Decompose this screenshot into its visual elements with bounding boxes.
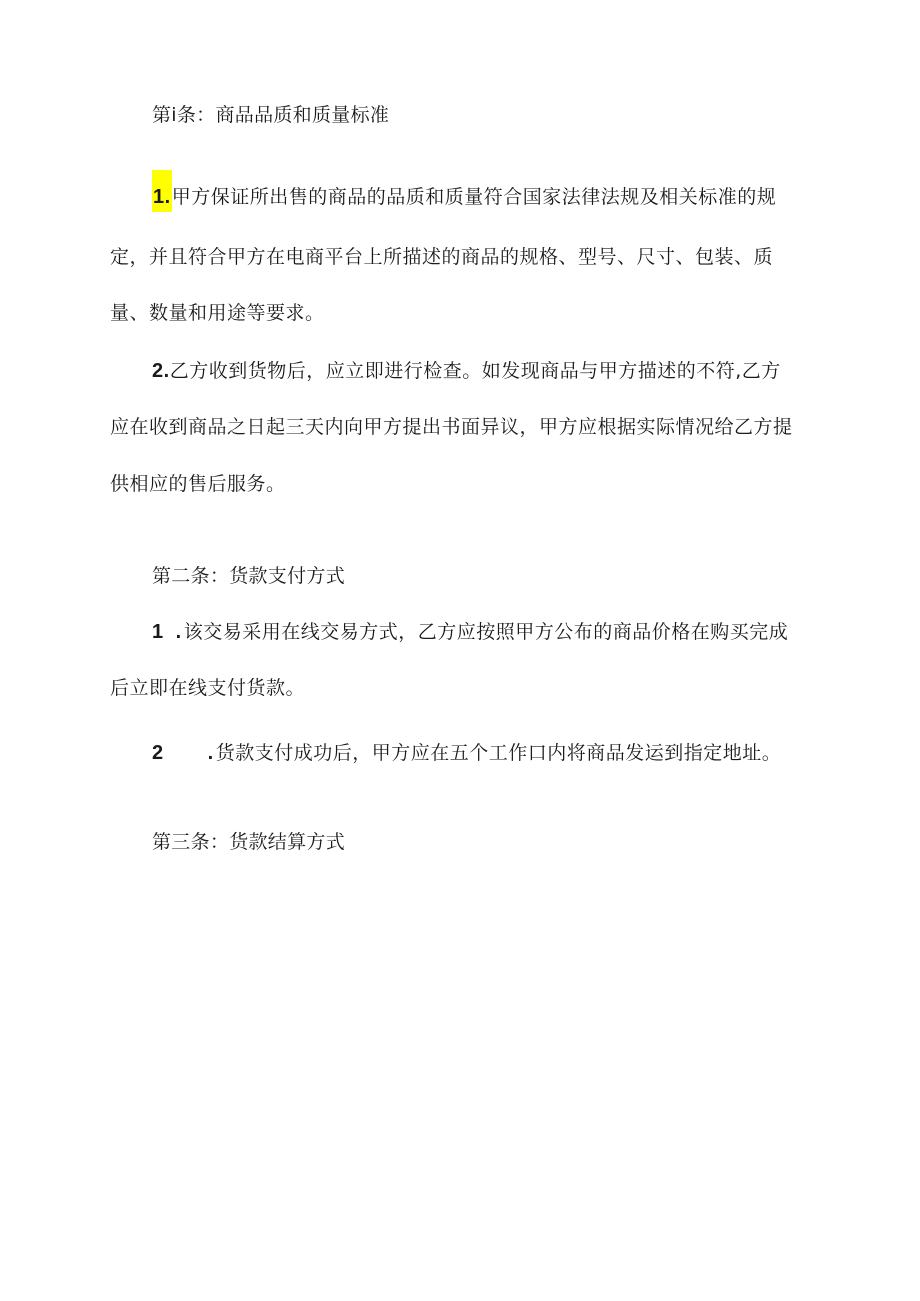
article-1-item-2-line-1 xyxy=(152,358,781,384)
article-3-title: 第三条：货款结算方式 xyxy=(152,831,346,853)
article-1-item-1-line-3: 量、数量和用途等要求。 xyxy=(110,302,325,324)
item-number: 2 xyxy=(152,742,164,764)
article-1-item-2-line-3: 供相应的售后服务。 xyxy=(110,473,286,495)
item-number-dot: . xyxy=(175,621,182,643)
article-2-item-2-text: 货款支付成功后，甲方应在五个工作口内将商品发运到指定地址。 xyxy=(215,742,782,764)
item-number-dot: . xyxy=(207,742,214,764)
item-number: 2. xyxy=(152,360,170,382)
article-2-item-1-line-1 xyxy=(152,619,788,645)
article-1-item-1-text: 甲方保证所出售的商品的品质和质量符合国家法律法规及相关标准的规 xyxy=(171,186,777,208)
item-number-highlighted: 1. xyxy=(152,170,172,212)
article-1-item-1-line-2: 定，并且符合甲方在电商平台上所描述的商品的规格、型号、尺寸、包装、质 xyxy=(110,246,774,268)
item-number: 1 xyxy=(152,621,164,643)
article-2-title: 第二条：货款支付方式 xyxy=(152,565,346,587)
article-2-item-1-line-2: 后立即在线支付货款。 xyxy=(110,677,306,699)
article-1-title: 第i条：商品品质和质量标准 xyxy=(152,104,390,126)
article-1-item-2-text: 乙方收到货物后，应立即进行检查。如发现商品与甲方描述的不符,乙方 xyxy=(169,360,781,382)
article-2-item-2-line-1 xyxy=(152,740,781,766)
article-1-item-1-line-1 xyxy=(152,184,776,212)
article-2-item-1-text: 该交易采用在线交易方式，乙方应按照甲方公布的商品价格在购买完成 xyxy=(183,621,789,643)
article-1-item-2-line-2: 应在收到商品之日起三天内向甲方提出书面异议，甲方应根据实际情况给乙方提 xyxy=(110,416,793,438)
